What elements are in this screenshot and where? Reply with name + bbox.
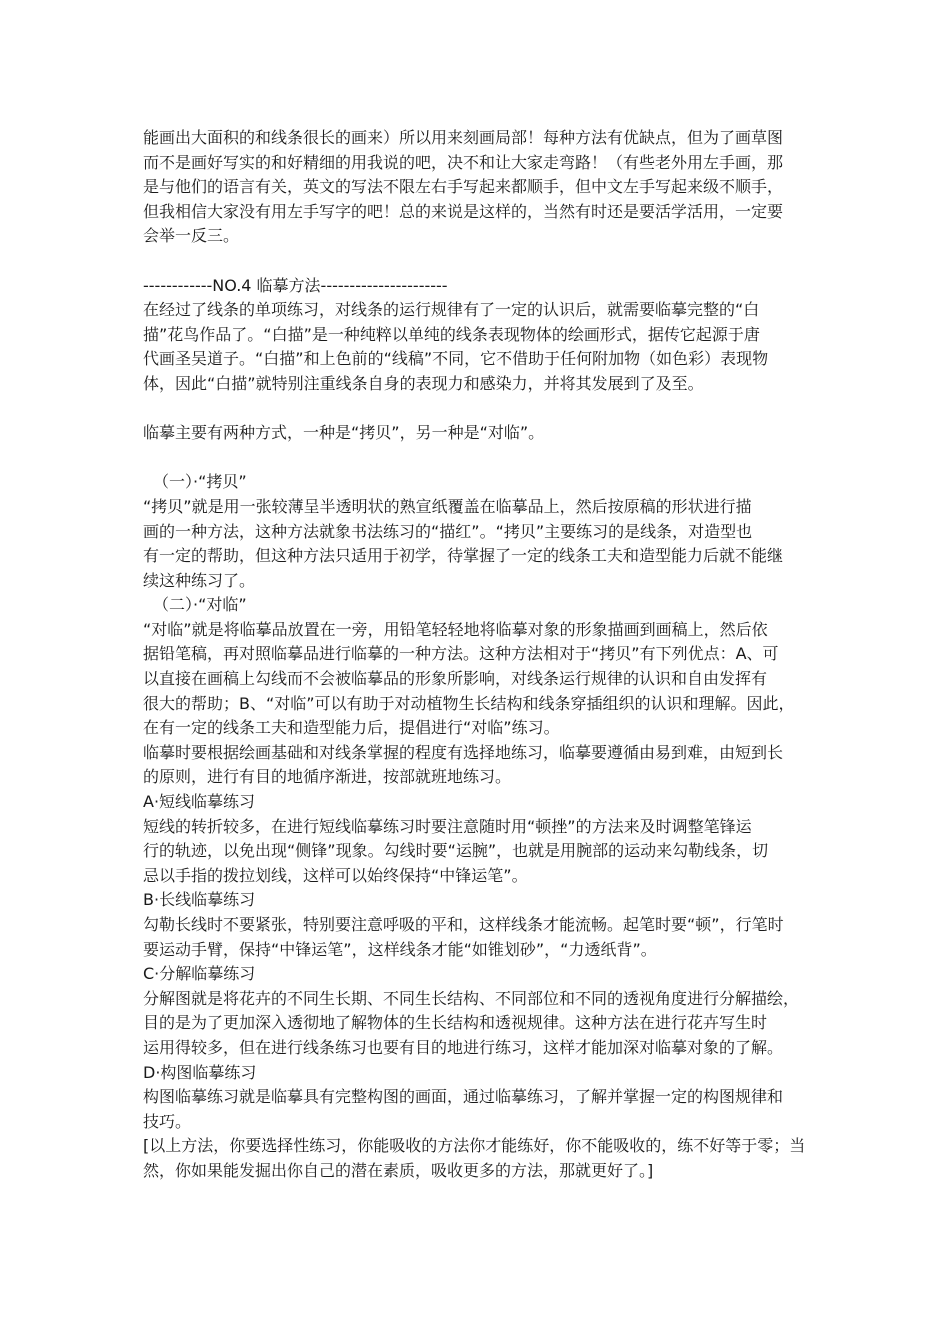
text-line: 据铅笔稿，再对照临摹品进行临摹的一种方法。这种方法相对于“拷贝”有下列优点：A、可 [143, 644, 779, 664]
short-line-heading [143, 790, 819, 815]
text-line: 的原则，进行有目的地循序渐进，按部就班地练习。 [143, 767, 512, 787]
text-line: 目的是为了更加深入透彻地了解物体的生长结构和透视规律。这种方法在进行花卉写生时 [143, 1013, 768, 1033]
text-line: A·短线临摹练习 [143, 792, 256, 812]
paragraph-gap [143, 446, 819, 471]
text-line: 能画出大面积的和线条很长的画来）所以用来刻画局部！每种方法有优缺点，但为了画草图 [143, 128, 784, 147]
baimiao-paragraph [143, 298, 819, 396]
text-line: 续这种练习了。 [143, 570, 256, 590]
text-line: “对临”就是将临摹品放置在一旁，用铅笔轻轻地将临摹对象的形象描画到画稿上，然后依 [143, 619, 768, 639]
section-heading-no4 [143, 274, 819, 299]
composition-heading [143, 1061, 819, 1086]
text-line: 技巧。 [143, 1111, 192, 1131]
text-line: 以直接在画稿上勾线而不会被临摹品的形象所影响，对线条运行规律的认识和自由发挥有 [143, 669, 768, 689]
text-line: 画的一种方法，这种方法就象书法练习的“描红”。“拷贝”主要练习的是线条，对造型也 [143, 521, 753, 541]
text-line: C·分解临摹练习 [143, 964, 256, 984]
text-line: 临摹时要根据绘画基础和对线条掌握的程度有选择地练习，临摹要遵循由易到难，由短到长 [143, 742, 784, 762]
text-line: 忌以手指的拨拉划线，这样可以始终保持“中锋运笔”。 [143, 865, 528, 885]
text-line: 然，你如果能发掘出你自己的潜在素质，吸收更多的方法，那就更好了。] [143, 1160, 654, 1180]
copy-paragraph [143, 495, 819, 593]
paragraph-gap [143, 397, 819, 422]
duilin-paragraph [143, 618, 819, 741]
text-line: 会举一反三。 [143, 226, 240, 246]
short-line-paragraph [143, 815, 819, 889]
text-line: 分解图就是将花卉的不同生长期、不同生长结构、不同部位和不同的透视角度进行分解描绘， [143, 988, 800, 1008]
text-line: 体，因此“白描”就特别注重线条自身的表现力和感染力，并将其发展到了及至。 [143, 373, 704, 393]
text-line: 临摹主要有两种方式，一种是“拷贝”，另一种是“对临”。 [143, 423, 545, 443]
text-line: （一）·“拷贝” [153, 472, 247, 492]
text-line: 描”花鸟作品了。“白描”是一种纯粹以单纯的线条表现物体的绘画形式，据传它起源于唐 [143, 324, 760, 344]
text-line: 有一定的帮助，但这种方法只适用于初学，待掌握了一定的线条工夫和造型能力后就不能继 [143, 546, 784, 566]
document-body [143, 126, 819, 1184]
text-line: D·构图临摹练习 [143, 1062, 257, 1082]
closing-note [143, 1134, 819, 1183]
paragraph-gap [143, 249, 819, 274]
text-line: 代画圣吴道子。“白描”和上色前的“线稿”不同，它不借助于任何附加物（如色彩）表现物 [143, 349, 769, 369]
text-line: [以上方法，你要选择性练习，你能吸收的方法你才能练好，你不能吸收的，练不好等于零；当 [143, 1136, 806, 1156]
text-line: 而不是画好写实的和好精细的用我说的吧，决不和让大家走弯路！（有些老外用左手画，那 [143, 152, 784, 172]
decompose-paragraph [143, 987, 819, 1061]
text-line: ------------NO.4 临摹方法---------------------- [143, 275, 448, 295]
text-line: 但我相信大家没有用左手写字的吧！总的来说是这样的，当然有时还是要活学活用，一定要 [143, 201, 784, 221]
copy-heading [143, 470, 819, 495]
text-line: 是与他们的语言有关，英文的写法不限左右手写起来都顺手，但中文左手写起来级不顺手， [143, 177, 784, 197]
long-line-heading [143, 888, 819, 913]
text-line: 要运动手臂，保持“中锋运笔”，这样线条才能“如锥划砂”，“力透纸背”。 [143, 939, 657, 959]
text-line: 行的轨迹，以免出现“侧锋”现象。勾线时要“运腕”，也就是用腕部的运动来勾勒线条，切 [143, 841, 769, 861]
text-line: 短线的转折较多，在进行短线临摹练习时要注意随时用“顿挫”的方法来及时调整笔锋运 [143, 816, 752, 836]
decompose-heading [143, 962, 819, 987]
long-line-paragraph [143, 913, 819, 962]
text-line: 运用得较多，但在进行线条练习也要有目的地进行练习，这样才能加深对临摹对象的了解。 [143, 1037, 784, 1057]
text-line: 勾勒长线时不要紧张，特别要注意呼吸的平和，这样线条才能流畅。起笔时要“顿”，行笔时 [143, 915, 784, 934]
text-line: 很大的帮助；B、“对临”可以有助于对动植物生长结构和线条穿插组织的认识和理解。因此， [143, 693, 795, 713]
duilin-heading [143, 593, 819, 618]
intro-paragraph [143, 126, 819, 249]
composition-paragraph [143, 1085, 819, 1134]
text-line: 在经过了线条的单项练习，对线条的运行规律有了一定的认识后，就需要临摹完整的“白 [143, 300, 760, 320]
text-line: 在有一定的线条工夫和造型能力后，提倡进行“对临”练习。 [143, 718, 560, 738]
principle-paragraph [143, 741, 819, 790]
text-line: B·长线临摹练习 [143, 890, 256, 910]
text-line: “拷贝”就是用一张较薄呈半透明状的熟宣纸覆盖在临摹品上，然后按原稿的形状进行描 [143, 496, 752, 516]
text-line: （二）·“对临” [153, 595, 247, 615]
two-methods-paragraph [143, 421, 819, 446]
text-line: 构图临摹练习就是临摹具有完整构图的画面，通过临摹练习，了解并掌握一定的构图规律和 [143, 1087, 784, 1107]
